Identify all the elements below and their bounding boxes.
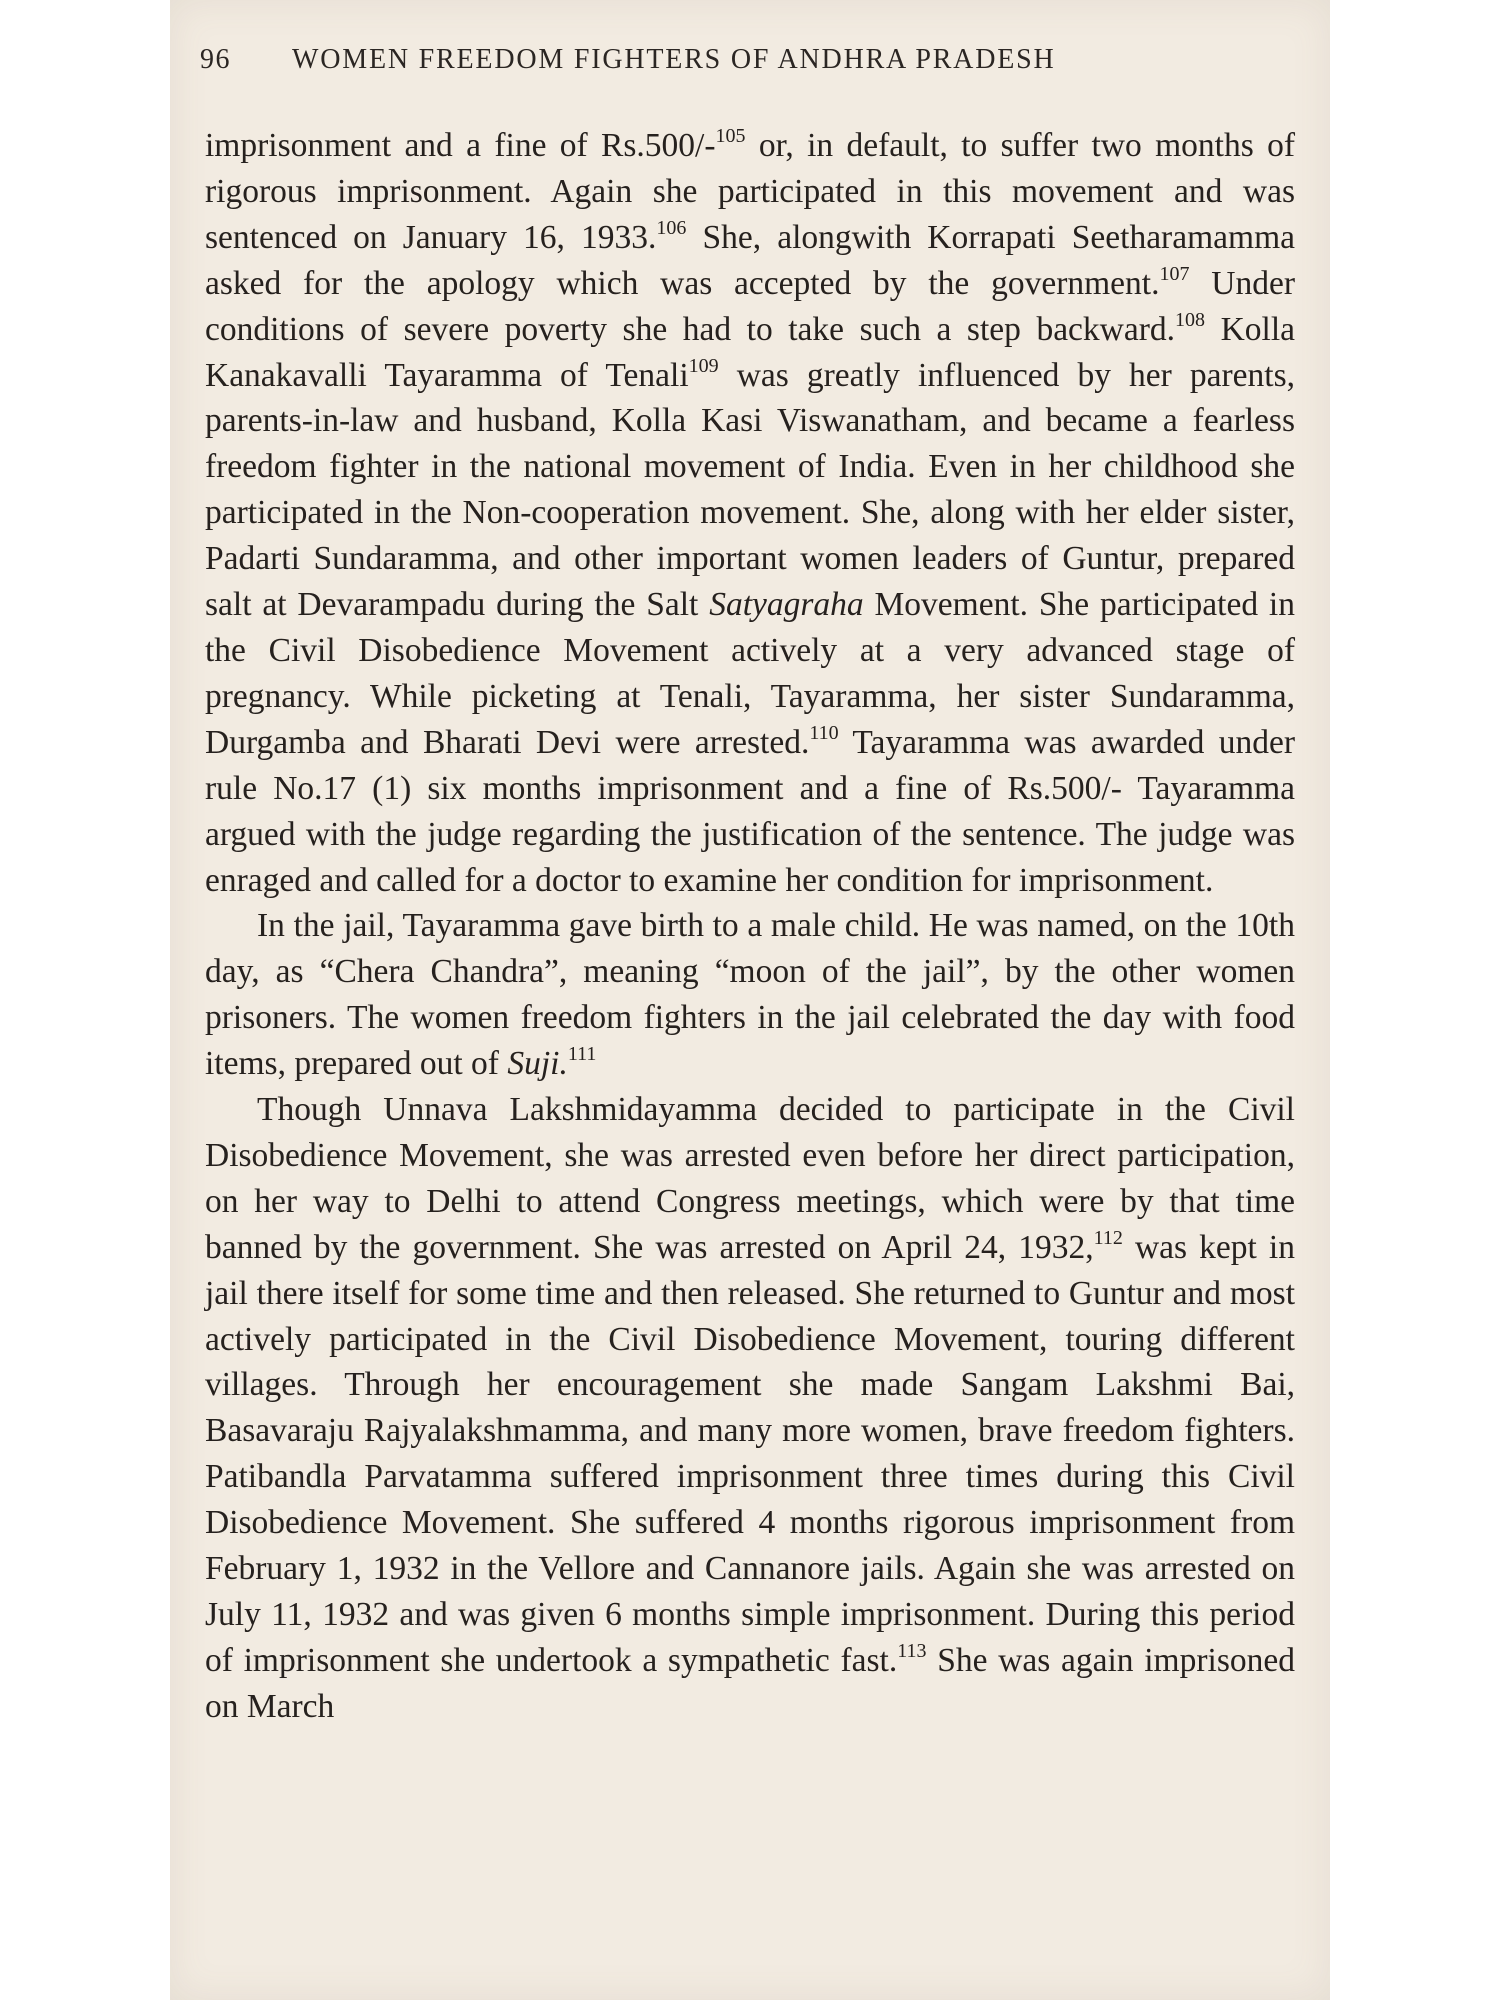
paragraph-3 xyxy=(205,1087,1295,1730)
running-header xyxy=(200,44,1310,84)
italic-term-suji: Suji. xyxy=(507,1045,568,1083)
footnote-ref-110: 110 xyxy=(809,721,839,744)
paragraph-2 xyxy=(205,903,1295,1087)
footnote-ref-105: 105 xyxy=(715,125,746,147)
text-run: Under conditions of severe poverty she had to take such a step backward. xyxy=(205,264,1296,348)
text-run: or, in default, to suffer two months of rigorous imprisonment. Again she participated in this movement and was sentenced on January 16, 1933. xyxy=(205,127,1295,256)
text-run: Kolla Kanakavalli Tayaramma of Tenali xyxy=(205,310,1295,394)
text-run: was kept in jail there itself for some time and then released. She returned to Guntur and most actively participated in the Civil Disobedience Movement, touring different villages. Through her encouragement she made Sangam Lakshmi Bai, Basavaraju Rajyalakshmamma, and many more women, brave freedom fighters. Patibandla Parvatamma suffered imprisonment three times during this Civil Disobedience Movement. She suffered 4 months rigorous imprisonment from February 1, 1932 in the Vellore and Cannanore jails. Again she was arrested on July 11, 1932 and was given 6 months simple imprisonment. During this period of imprisonment she undertook a sympathetic fast. xyxy=(205,1228,1295,1679)
footnote-ref-106: 106 xyxy=(656,216,687,239)
footnote-ref-111: 111 xyxy=(567,1043,597,1066)
text-run: She was again imprisoned on March xyxy=(205,1641,1295,1725)
footnote-ref-113: 113 xyxy=(897,1639,927,1662)
running-title: WOMEN FREEDOM FIGHTERS OF ANDHRA PRADESH xyxy=(292,44,1056,75)
text-run: imprisonment and a fine of Rs.500/- xyxy=(205,127,716,164)
footnote-ref-109: 109 xyxy=(688,354,719,377)
text-run: Though Unnava Lakshmidayamma decided to participate in the Civil Disobedience Movement, she was arrested even before her direct participation, on her way to Delhi to attend Congress meetings, which were by that time banned by the government. She was arrested on April 24, 1932, xyxy=(205,1091,1295,1266)
footnote-ref-108: 108 xyxy=(1175,308,1206,331)
footnote-ref-107: 107 xyxy=(1159,262,1190,285)
book-page xyxy=(170,0,1330,2000)
paragraph-1 xyxy=(205,123,1295,903)
italic-term-satyagraha: Satyagraha xyxy=(709,586,864,624)
footnote-ref-112: 112 xyxy=(1093,1226,1123,1249)
text-run: was greatly influenced by her parents, parents-in-law and husband, Kolla Kasi Viswanatham, and became a fearless freedom fighter in the national movement of India. Even in her childhood she participated in the Non-cooperation movement. She, along with her elder sister, Padarti Sundaramma, and other important women leaders of Guntur, prepared salt at Devarampadu during the Salt xyxy=(205,356,1296,624)
text-run: Tayaramma was awarded under rule No.17 (1) six months imprisonment and a fine of Rs.500/- Tayaramma argued with the judge regarding the justification of the sentence. The judge was enraged and called for a doctor to examine her condition for imprisonment. xyxy=(205,723,1296,899)
text-run: Movement. She participated in the Civil Disobedience Movement actively at a very advanced stage of pregnancy. While picketing at Tenali, Tayaramma, her sister Sundaramma, Durgamba and Bharati Devi were arrested. xyxy=(205,586,1295,761)
text-run: She, alongwith Korrapati Seetharamamma asked for the apology which was accepted by the government. xyxy=(205,218,1295,302)
body-text xyxy=(205,123,1295,1730)
page-number: 96 xyxy=(200,44,231,75)
text-run: In the jail, Tayaramma gave birth to a male child. He was named, on the 10th day, as “Chera Chandra”, meaning “moon of the jail”, by the other women prisoners. The women freedom fighters in the jail celebrated the day with food items, prepared out of xyxy=(205,907,1295,1083)
